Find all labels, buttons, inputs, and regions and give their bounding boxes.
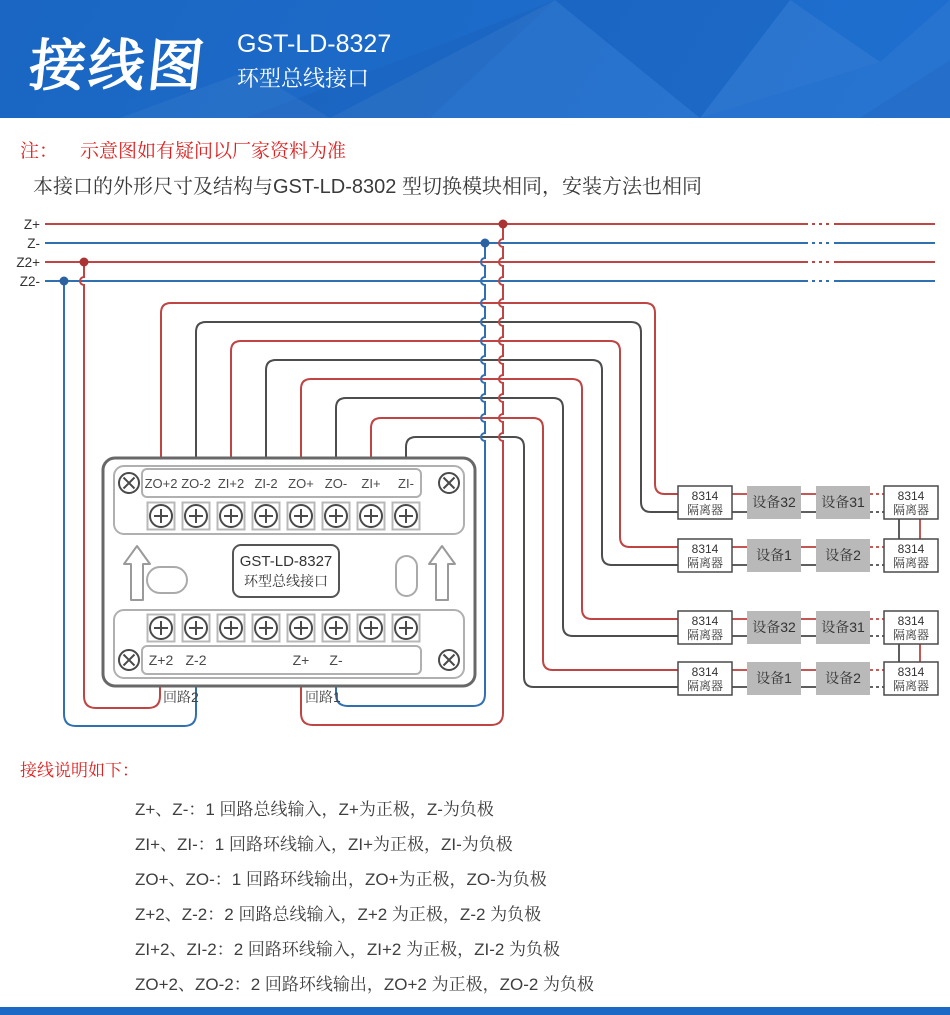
module-name-line2: 环型总线接口: [244, 573, 328, 589]
svg-text:设备32: 设备32: [752, 619, 796, 635]
svg-text:8314: 8314: [897, 614, 925, 628]
bus-lines: [45, 224, 935, 281]
svg-text:隔离器: 隔离器: [686, 628, 724, 642]
terminal-label: ZO-: [324, 476, 348, 491]
terminal-screw: [183, 503, 210, 530]
chain-row: [678, 539, 938, 572]
terminal-screw: [148, 503, 175, 530]
terminal-screw: [183, 615, 210, 642]
svg-text:隔离器: 隔离器: [892, 628, 930, 642]
terminal-screw: [253, 615, 280, 642]
terminal-screw: [323, 615, 350, 642]
module-name-line1: GST-LD-8327: [239, 553, 333, 570]
bus-label-z2-plus: Z2+: [16, 255, 40, 270]
legend: [135, 792, 594, 1002]
svg-text:8314: 8314: [897, 489, 925, 503]
svg-text:8314: 8314: [691, 542, 719, 556]
terminal-label: ZI+: [361, 476, 381, 491]
svg-text:隔离器: 隔离器: [892, 556, 930, 570]
junction-dots: [60, 220, 508, 286]
svg-text:隔离器: 隔离器: [686, 556, 724, 570]
svg-text:隔离器: 隔离器: [686, 503, 724, 517]
corner-screw: [439, 650, 459, 670]
terminal-screw: [358, 503, 385, 530]
svg-text:隔离器: 隔离器: [892, 679, 930, 693]
legend-line: ZO+2、ZO-2：2 回路环线输出，ZO+2 为正极，ZO-2 为负极: [135, 975, 595, 994]
junction-z2-minus: [60, 277, 69, 286]
module: [103, 458, 475, 686]
note-warning: 示意图如有疑问以厂家资料为准: [80, 141, 347, 162]
svg-text:8314: 8314: [691, 665, 719, 679]
page-title: 接线图: [26, 34, 210, 97]
svg-text:设备2: 设备2: [825, 670, 861, 686]
chain-row: [678, 611, 938, 644]
bus-labels: [16, 217, 40, 289]
legend-line: ZO+、ZO-：1 回路环线输出，ZO+为正极，ZO-为负极: [135, 870, 547, 889]
terminal-screw: [323, 503, 350, 530]
junction-z-plus: [499, 220, 508, 229]
footer-bar: [0, 1007, 950, 1015]
legend-heading: 接线说明如下：: [20, 761, 139, 780]
corner-screw: [119, 473, 139, 493]
svg-text:隔离器: 隔离器: [686, 679, 724, 693]
corner-screw: [119, 650, 139, 670]
bus-label-z2-minus: Z2-: [19, 274, 40, 289]
svg-text:8314: 8314: [691, 489, 719, 503]
note-description: 本接口的外形尺寸及结构与GST-LD-8302 型切换模块相同，安装方法也相同: [33, 176, 702, 198]
terminal-screw: [218, 615, 245, 642]
terminal-label: Z-2: [185, 652, 207, 668]
terminal-screw: [358, 615, 385, 642]
svg-text:设备2: 设备2: [825, 547, 861, 563]
terminal-screw: [288, 503, 315, 530]
terminal-label: ZO+2: [144, 476, 178, 491]
junction-z-minus: [481, 239, 490, 248]
terminal-label: ZI+2: [217, 476, 245, 491]
svg-text:8314: 8314: [691, 614, 719, 628]
terminal-label: Z-: [329, 652, 343, 668]
junction-z2-plus: [80, 258, 89, 267]
chain-row: [678, 662, 938, 695]
svg-text:隔离器: 隔离器: [892, 503, 930, 517]
loop2-label: 回路2: [163, 689, 199, 705]
terminal-screw: [393, 615, 420, 642]
note-prefix: 注：: [20, 141, 59, 162]
terminal-label: ZI-: [398, 476, 414, 491]
terminal-label: ZO+: [288, 476, 314, 491]
device-chains: [678, 486, 938, 695]
loop1-label: 回路1: [305, 689, 341, 705]
svg-text:设备1: 设备1: [756, 670, 792, 686]
terminal-label: ZO-2: [181, 476, 211, 491]
corner-screw: [439, 473, 459, 493]
module-slot-left: [147, 567, 187, 593]
svg-text:设备1: 设备1: [756, 547, 792, 563]
terminal-label: ZI-2: [254, 476, 278, 491]
chain-row: [678, 486, 938, 519]
terminal-screw: [288, 615, 315, 642]
legend-line: Z+2、Z-2：2 回路总线输入，Z+2 为正极，Z-2 为负极: [135, 905, 542, 924]
terminal-label: Z+2: [148, 652, 174, 668]
svg-text:设备31: 设备31: [821, 494, 865, 510]
svg-text:设备32: 设备32: [752, 494, 796, 510]
legend-line: ZI+2、ZI-2：2 回路环线输入，ZI+2 为正极，ZI-2 为负极: [135, 940, 561, 959]
module-slot-right: [396, 556, 417, 596]
svg-text:设备31: 设备31: [821, 619, 865, 635]
svg-text:8314: 8314: [897, 665, 925, 679]
svg-text:8314: 8314: [897, 542, 925, 556]
legend-line: Z+、Z-：1 回路总线输入，Z+为正极，Z-为负极: [135, 800, 494, 819]
terminal-screw: [393, 503, 420, 530]
legend-line: ZI+、ZI-：1 回路环线输入，ZI+为正极，ZI-为负极: [135, 835, 513, 854]
terminal-screw: [253, 503, 280, 530]
header-model: GST-LD-8327: [237, 30, 392, 58]
bus-label-z-plus: Z+: [23, 217, 40, 232]
chain-wires: [732, 494, 920, 687]
terminal-label: Z+: [292, 652, 310, 668]
terminal-screw: [218, 503, 245, 530]
header-subtitle: 环型总线接口: [237, 66, 370, 91]
terminal-screw: [148, 615, 175, 642]
bus-label-z-minus: Z-: [27, 236, 40, 251]
